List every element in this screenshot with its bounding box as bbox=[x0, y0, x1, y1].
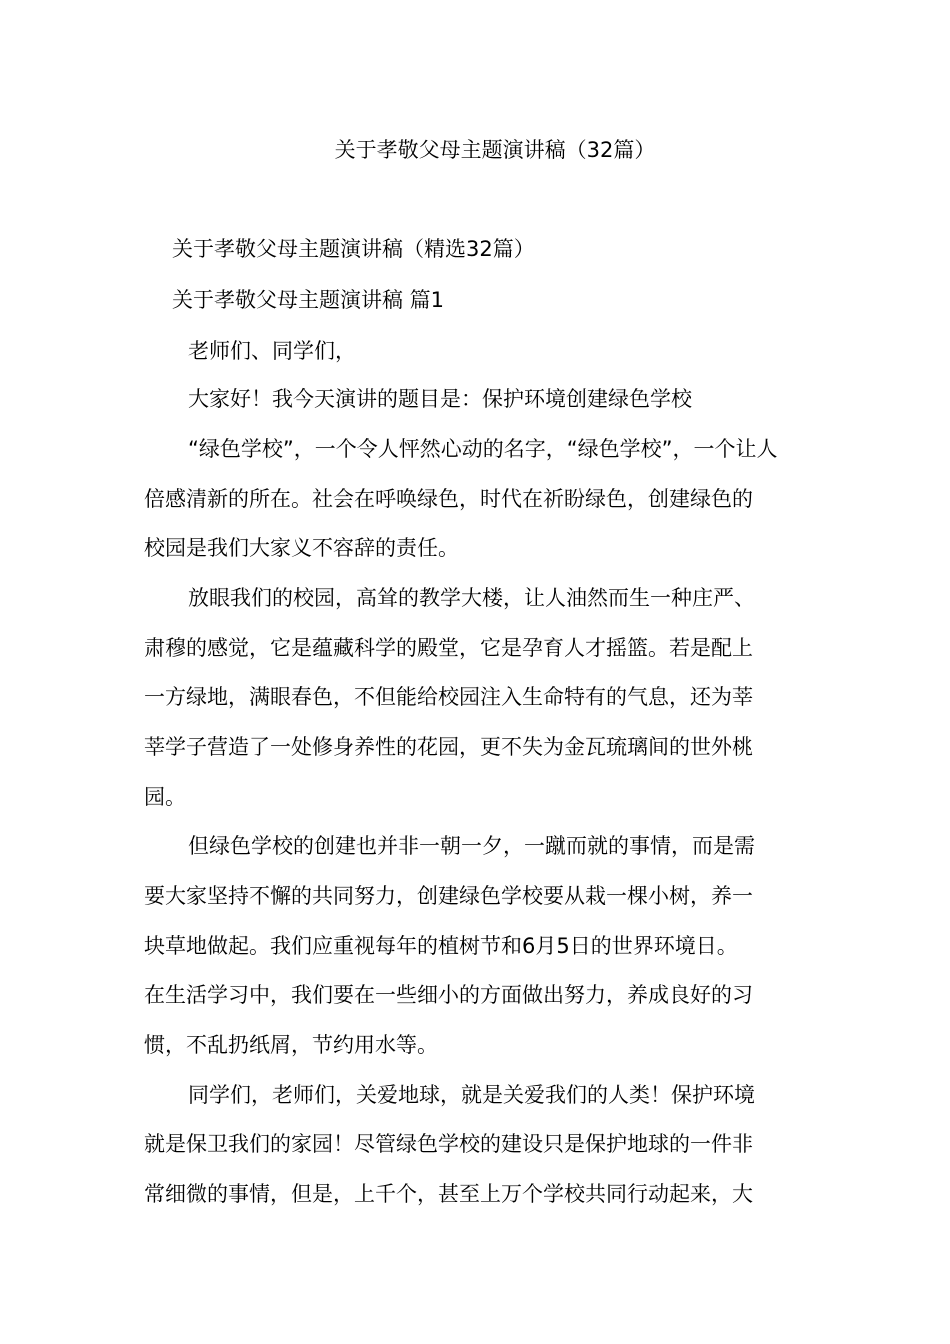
text-line: 肃穆的感觉，它是蕴藏科学的殿堂，它是孕育人才摇篮。若是配上 bbox=[144, 636, 753, 660]
text-line: 校园是我们大家义不容辞的责任。 bbox=[144, 536, 459, 560]
text-line: 但绿色学校的创建也并非一朝一夕，一蹴而就的事情，而是需 bbox=[188, 834, 755, 858]
document-subtitle: 关于孝敬父母主题演讲稿（精选32篇） bbox=[172, 237, 535, 261]
text-line: 惯，不乱扔纸屑，节约用水等。 bbox=[144, 1033, 438, 1057]
text-line: 要大家坚持不懈的共同努力，创建绿色学校要从栽一棵小树，养一 bbox=[144, 884, 753, 908]
text-line: 块草地做起。我们应重视每年的植树节和6月5日的世界环境日。 bbox=[144, 934, 738, 958]
text-line: 老师们、同学们， bbox=[188, 339, 356, 363]
text-line: 常细微的事情，但是，上千个，甚至上万个学校共同行动起来，大 bbox=[144, 1182, 753, 1206]
text-line: 同学们，老师们，关爱地球，就是关爱我们的人类！保护环境 bbox=[188, 1083, 755, 1107]
text-line: 莘学子营造了一处修身养性的花园，更不失为金瓦琉璃间的世外桃 bbox=[144, 735, 753, 759]
text-line: 园。 bbox=[144, 785, 186, 809]
text-line: 一方绿地，满眼春色，不但能给校园注入生命特有的气息，还为莘 bbox=[144, 685, 753, 709]
section-heading: 关于孝敬父母主题演讲稿 篇1 bbox=[172, 288, 445, 312]
text-line: 在生活学习中，我们要在一些细小的方面做出努力，养成良好的习 bbox=[144, 983, 753, 1007]
text-line: “绿色学校”，一个令人怦然心动的名字，“绿色学校”，一个让人 bbox=[188, 437, 778, 461]
text-line: 大家好！我今天演讲的题目是：保护环境创建绿色学校 bbox=[188, 387, 692, 411]
text-line: 放眼我们的校园，高耸的教学大楼，让人油然而生一种庄严、 bbox=[188, 586, 755, 610]
document-title: 关于孝敬父母主题演讲稿（32篇） bbox=[334, 138, 656, 162]
text-line: 倍感清新的所在。社会在呼唤绿色，时代在祈盼绿色，创建绿色的 bbox=[144, 487, 753, 511]
text-line: 就是保卫我们的家园！尽管绿色学校的建设只是保护地球的一件非 bbox=[144, 1132, 753, 1156]
